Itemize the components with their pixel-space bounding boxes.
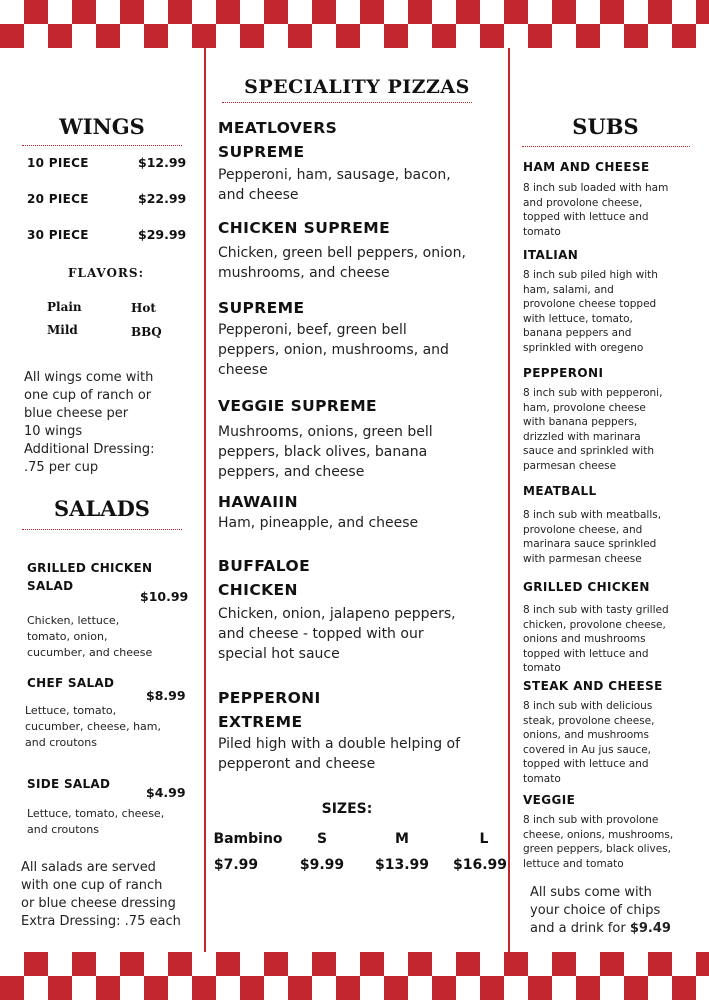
pizza-name: HAWAIIN <box>218 493 298 511</box>
pizza-desc: Chicken, green bell peppers, onion, mushrooms, and cheese <box>218 245 466 281</box>
wings-item-price: $29.99 <box>138 227 187 242</box>
sub-desc: 8 inch sub with delicious steak, provolone cheese, onions, and mushrooms covered in Au jus sauce, topped with lettuce and tomato <box>523 700 655 785</box>
sub-desc: 8 inch sub piled high with ham, salami, and provolone cheese topped with lettuce, tomato, banana peppers and sprinkled with oregeno <box>523 269 658 354</box>
pizza-name: BUFFALOE CHICKEN <box>218 557 311 599</box>
sub-desc: 8 inch sub loaded with ham and provolone cheese, topped with lettuce and tomato <box>523 182 669 238</box>
salad-name: GRILLED CHICKEN SALAD <box>27 561 153 593</box>
flavor-mild: Mild <box>47 323 78 337</box>
salad-name: SIDE SALAD <box>27 777 111 791</box>
sub-name: MEATBALL <box>523 484 597 498</box>
size-label: Bambino <box>213 831 283 847</box>
checkered-border-bottom <box>0 952 709 1000</box>
size-price: $16.99 <box>452 857 508 873</box>
size-label: L <box>479 831 489 847</box>
pizza-name: PEPPERONI EXTREME <box>218 689 321 731</box>
wings-note: All wings come with one cup of ranch or blue cheese per 10 wings Additional Dressing: .75 per cup <box>24 370 155 475</box>
sub-desc: 8 inch sub with tasty grilled chicken, provolone cheese, onions and mushrooms topped with lettuce and tomato <box>523 604 669 674</box>
subs-note-price: $9.49 <box>629 921 671 936</box>
sub-name: ITALIAN <box>523 248 579 262</box>
pizzas-title-underline <box>222 102 472 103</box>
wings-item-price: $12.99 <box>138 155 187 170</box>
sub-desc: 8 inch sub with pepperoni, ham, provolone cheese with banana peppers, drizzled with marinara sauce and sprinkled with parmesan cheese <box>523 387 663 472</box>
size-label: S <box>316 831 328 847</box>
flavor-hot: Hot <box>131 301 156 315</box>
checkered-border-top <box>0 0 709 48</box>
pizza-name: MEATLOVERS SUPREME <box>218 119 338 161</box>
salad-name: CHEF SALAD <box>27 676 115 690</box>
salads-note: All salads are served with one cup of ranch or blue cheese dressing Extra Dressing: .75 each <box>21 860 181 929</box>
flavor-plain: Plain <box>47 300 82 314</box>
pizza-desc: Piled high with a double helping of pepperont and cheese <box>218 736 461 772</box>
salad-desc: Lettuce, tomato, cheese, and croutons <box>27 807 165 836</box>
pizza-name: CHICKEN SUPREME <box>218 219 391 237</box>
pizza-desc: Pepperoni, ham, sausage, bacon, and cheese <box>218 167 451 203</box>
wings-item-label: 10 PIECE <box>27 156 89 170</box>
wings-item-label: 30 PIECE <box>27 228 89 242</box>
left-column <box>0 48 204 952</box>
pizza-name: SUPREME <box>218 299 305 317</box>
salads-title-underline <box>22 529 182 530</box>
flavors-title: FLAVORS: <box>67 266 144 280</box>
pizza-name: VEGGIE SUPREME <box>218 397 378 415</box>
sub-name: VEGGIE <box>523 793 576 807</box>
wings-title: WINGS <box>59 114 145 139</box>
salads-title: SALADS <box>54 496 150 521</box>
sub-name: PEPPERONI <box>523 366 604 380</box>
wings-title-underline <box>22 145 182 146</box>
salad-desc: Chicken, lettuce, tomato, onion, cucumber, and cheese <box>27 614 153 659</box>
pizzas-title: SPECIALITY PIZZAS <box>244 76 470 98</box>
sub-desc: 8 inch sub with meatballs, provolone cheese, and marinara sauce sprinkled with parmesan cheese <box>523 509 662 565</box>
subs-title-underline <box>522 146 690 147</box>
sizes-title: SIZES: <box>321 801 373 817</box>
size-label: M <box>395 831 409 847</box>
salad-price: $8.99 <box>146 688 186 703</box>
sub-name: GRILLED CHICKEN <box>523 580 650 594</box>
flavor-bbq: BBQ <box>131 325 162 339</box>
pizza-desc: Chicken, onion, jalapeno peppers, and cheese - topped with our special hot sauce <box>218 606 456 662</box>
sub-name: STEAK AND CHEESE <box>523 679 663 693</box>
sub-name: HAM AND CHEESE <box>523 160 650 174</box>
size-price: $7.99 <box>213 857 259 873</box>
middle-column <box>206 48 508 952</box>
right-column <box>510 48 709 952</box>
pizza-desc: Mushrooms, onions, green bell peppers, black olives, banana peppers, and cheese <box>218 424 433 480</box>
size-price: $9.99 <box>299 857 345 873</box>
size-price: $13.99 <box>374 857 430 873</box>
subs-note: All subs come with your choice of chips and a drink for $9.49 <box>530 885 671 936</box>
wings-item-label: 20 PIECE <box>27 192 89 206</box>
wings-item-price: $22.99 <box>138 191 187 206</box>
pizza-desc: Ham, pineapple, and cheese <box>218 515 419 531</box>
salad-price: $4.99 <box>146 785 186 800</box>
salad-desc: Lettuce, tomato, cucumber, cheese, ham, and croutons <box>25 704 161 749</box>
subs-title: SUBS <box>572 114 639 139</box>
pizza-desc: Pepperoni, beef, green bell peppers, onion, mushrooms, and cheese <box>218 322 449 378</box>
sub-desc: 8 inch sub with provolone cheese, onions, mushrooms, green peppers, black olives, lettuce and tomato <box>523 814 674 870</box>
salad-price: $10.99 <box>140 589 189 604</box>
